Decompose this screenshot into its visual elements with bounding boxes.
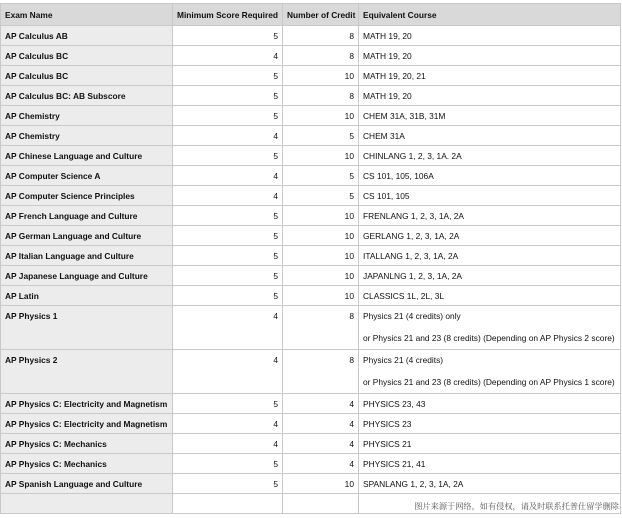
credit-cell: 8 bbox=[283, 26, 359, 46]
equivalent-course-cell: PHYSICS 21 bbox=[359, 434, 621, 454]
equivalent-course-line: Physics 21 (4 credits) bbox=[363, 355, 444, 365]
min-score-cell: 5 bbox=[173, 146, 283, 166]
exam-name-cell: AP Calculus BC bbox=[1, 46, 173, 66]
equivalent-course-line: Physics 21 (4 credits) only bbox=[363, 311, 461, 321]
credit-cell: 8 bbox=[283, 306, 359, 350]
min-score-cell: 5 bbox=[173, 86, 283, 106]
exam-name-cell: AP Physics C: Mechanics bbox=[1, 454, 173, 474]
equivalent-course-cell: CHEM 31A, 31B, 31M bbox=[359, 106, 621, 126]
equivalent-course-cell: MATH 19, 20 bbox=[359, 26, 621, 46]
table-row bbox=[1, 246, 621, 266]
exam-name-cell: AP Physics C: Mechanics bbox=[1, 434, 173, 454]
credit-cell: 10 bbox=[283, 206, 359, 226]
equivalent-course-cell: JAPANLNG 1, 2, 3, 1A, 2A bbox=[359, 266, 621, 286]
table-row bbox=[1, 66, 621, 86]
table-row bbox=[1, 46, 621, 66]
table-row bbox=[1, 186, 621, 206]
min-score-cell: 5 bbox=[173, 266, 283, 286]
min-score-cell: 5 bbox=[173, 26, 283, 46]
equivalent-course-cell: CS 101, 105 bbox=[359, 186, 621, 206]
exam-name-cell: AP Physics C: Electricity and Magnetism bbox=[1, 414, 173, 434]
equivalent-course-cell bbox=[359, 350, 621, 394]
equivalent-course-line: or Physics 21 and 23 (8 credits) (Depending on AP Physics 2 score) bbox=[363, 333, 615, 343]
header-equivalent-course: Equivalent Course bbox=[359, 4, 621, 26]
header-min-score: Minimum Score Required bbox=[173, 4, 283, 26]
exam-name-cell: AP German Language and Culture bbox=[1, 226, 173, 246]
min-score-cell: 4 bbox=[173, 166, 283, 186]
table-row bbox=[1, 286, 621, 306]
equivalent-course-cell: PHYSICS 23, 43 bbox=[359, 394, 621, 414]
min-score-cell: 4 bbox=[173, 126, 283, 146]
empty-cell bbox=[1, 494, 173, 514]
exam-name-cell: AP Calculus BC: AB Subscore bbox=[1, 86, 173, 106]
credit-cell: 4 bbox=[283, 434, 359, 454]
table-row bbox=[1, 474, 621, 494]
credit-cell: 10 bbox=[283, 146, 359, 166]
empty-cell bbox=[173, 494, 283, 514]
table-row bbox=[1, 206, 621, 226]
min-score-cell: 5 bbox=[173, 286, 283, 306]
table-row bbox=[1, 414, 621, 434]
exam-name-cell: AP Physics C: Electricity and Magnetism bbox=[1, 394, 173, 414]
equivalent-course-cell: CHEM 31A bbox=[359, 126, 621, 146]
equivalent-course-cell: FRENLANG 1, 2, 3, 1A, 2A bbox=[359, 206, 621, 226]
min-score-cell: 5 bbox=[173, 246, 283, 266]
equivalent-course-cell: SPANLANG 1, 2, 3, 1A, 2A bbox=[359, 474, 621, 494]
equivalent-course-cell: GERLANG 1, 2, 3, 1A, 2A bbox=[359, 226, 621, 246]
credit-cell: 8 bbox=[283, 350, 359, 394]
credit-cell: 5 bbox=[283, 126, 359, 146]
min-score-cell: 4 bbox=[173, 306, 283, 350]
exam-name-cell: AP Chinese Language and Culture bbox=[1, 146, 173, 166]
credit-cell: 5 bbox=[283, 186, 359, 206]
equivalent-course-cell: PHYSICS 23 bbox=[359, 414, 621, 434]
exam-name-cell: AP Chemistry bbox=[1, 126, 173, 146]
equivalent-course-cell: PHYSICS 21, 41 bbox=[359, 454, 621, 474]
exam-name-cell: AP Calculus AB bbox=[1, 26, 173, 46]
watermark-text: 图片来源于网络，如有侵权，请及时联系托普仕留学删除 bbox=[414, 501, 619, 511]
credit-cell: 10 bbox=[283, 474, 359, 494]
credit-cell: 8 bbox=[283, 46, 359, 66]
header-credits: Number of Credit bbox=[283, 4, 359, 26]
credit-cell: 10 bbox=[283, 246, 359, 266]
credit-cell: 4 bbox=[283, 414, 359, 434]
min-score-cell: 5 bbox=[173, 106, 283, 126]
min-score-cell: 5 bbox=[173, 394, 283, 414]
min-score-cell: 5 bbox=[173, 454, 283, 474]
min-score-cell: 4 bbox=[173, 414, 283, 434]
header-exam-name: Exam Name bbox=[1, 4, 173, 26]
equivalent-course-line: or Physics 21 and 23 (8 credits) (Depending on AP Physics 1 score) bbox=[363, 377, 615, 387]
exam-name-cell: AP Physics 1 bbox=[1, 306, 173, 350]
header-row bbox=[1, 4, 621, 26]
credit-cell: 4 bbox=[283, 454, 359, 474]
min-score-cell: 5 bbox=[173, 66, 283, 86]
table-row bbox=[1, 106, 621, 126]
credit-cell: 5 bbox=[283, 166, 359, 186]
credit-cell: 10 bbox=[283, 286, 359, 306]
min-score-cell: 4 bbox=[173, 434, 283, 454]
exam-name-cell: AP Chemistry bbox=[1, 106, 173, 126]
min-score-cell: 5 bbox=[173, 474, 283, 494]
equivalent-course-cell: CS 101, 105, 106A bbox=[359, 166, 621, 186]
credit-cell: 4 bbox=[283, 394, 359, 414]
table-row bbox=[1, 266, 621, 286]
equivalent-course-cell: MATH 19, 20, 21 bbox=[359, 66, 621, 86]
equivalent-course-cell: ITALLANG 1, 2, 3, 1A, 2A bbox=[359, 246, 621, 266]
table-row bbox=[1, 226, 621, 246]
exam-name-cell: AP Latin bbox=[1, 286, 173, 306]
table-row bbox=[1, 86, 621, 106]
exam-name-cell: AP Physics 2 bbox=[1, 350, 173, 394]
table-row bbox=[1, 394, 621, 414]
credit-cell: 10 bbox=[283, 266, 359, 286]
table-row bbox=[1, 306, 621, 350]
credit-cell: 10 bbox=[283, 106, 359, 126]
exam-name-cell: AP Spanish Language and Culture bbox=[1, 474, 173, 494]
exam-name-cell: AP Computer Science Principles bbox=[1, 186, 173, 206]
equivalent-course-cell: CHINLANG 1, 2, 3, 1A. 2A bbox=[359, 146, 621, 166]
empty-cell bbox=[283, 494, 359, 514]
exam-name-cell: AP French Language and Culture bbox=[1, 206, 173, 226]
exam-name-cell: AP Japanese Language and Culture bbox=[1, 266, 173, 286]
credit-cell: 8 bbox=[283, 86, 359, 106]
equivalent-course-cell: MATH 19, 20 bbox=[359, 86, 621, 106]
table-row bbox=[1, 126, 621, 146]
table-row bbox=[1, 26, 621, 46]
table-row bbox=[1, 434, 621, 454]
table-row bbox=[1, 166, 621, 186]
min-score-cell: 4 bbox=[173, 350, 283, 394]
table-row bbox=[1, 454, 621, 474]
exam-name-cell: AP Computer Science A bbox=[1, 166, 173, 186]
min-score-cell: 5 bbox=[173, 226, 283, 246]
equivalent-course-cell: CLASSICS 1L, 2L, 3L bbox=[359, 286, 621, 306]
credit-cell: 10 bbox=[283, 66, 359, 86]
table-row bbox=[1, 146, 621, 166]
ap-credit-table bbox=[0, 3, 621, 514]
credit-cell: 10 bbox=[283, 226, 359, 246]
table-row bbox=[1, 350, 621, 394]
equivalent-course-cell bbox=[359, 306, 621, 350]
equivalent-course-cell: MATH 19, 20 bbox=[359, 46, 621, 66]
exam-name-cell: AP Calculus BC bbox=[1, 66, 173, 86]
min-score-cell: 5 bbox=[173, 206, 283, 226]
min-score-cell: 4 bbox=[173, 46, 283, 66]
exam-name-cell: AP Italian Language and Culture bbox=[1, 246, 173, 266]
min-score-cell: 4 bbox=[173, 186, 283, 206]
